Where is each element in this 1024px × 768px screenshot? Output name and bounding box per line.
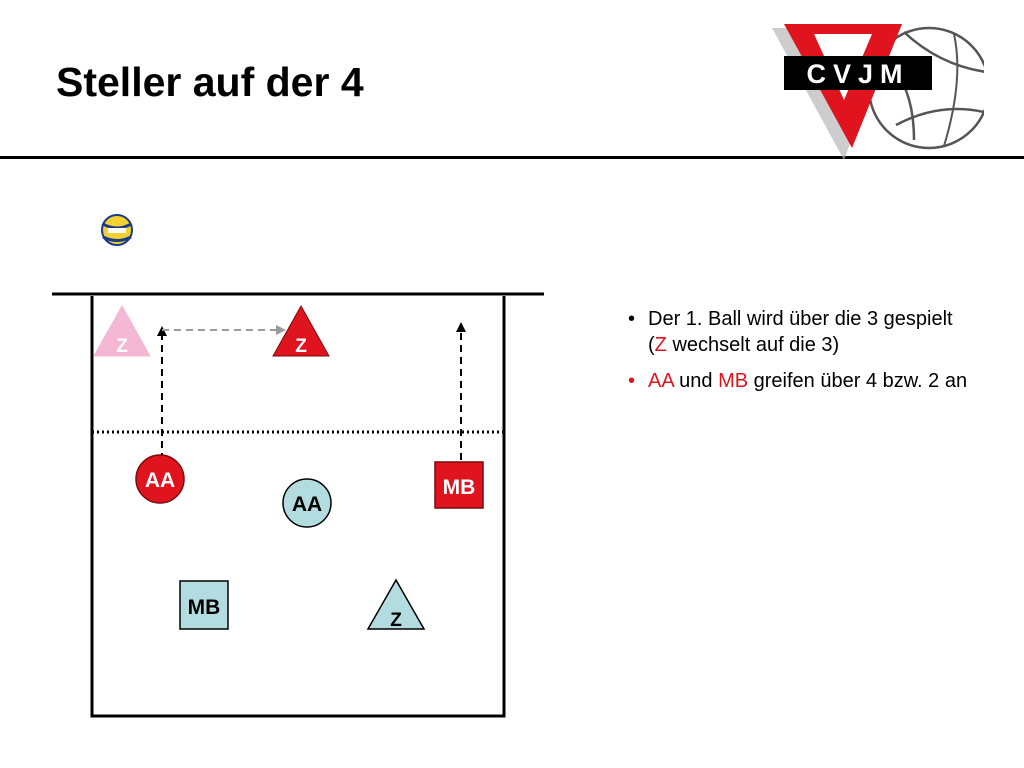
player-label: AA xyxy=(291,493,323,516)
bullet-text: greifen über 4 bzw. 2 an xyxy=(748,370,968,392)
player-label: Z xyxy=(295,336,307,357)
player-label: Z xyxy=(116,336,128,357)
player-label: MB xyxy=(442,476,476,499)
bullet-dot: • xyxy=(628,370,636,392)
player-setter-faded xyxy=(94,306,150,357)
player-mb-offense xyxy=(435,462,483,508)
logo-text: CVJM xyxy=(806,59,910,89)
bullet-highlight-aa: AA xyxy=(648,370,674,392)
page-title: Steller auf der 4 xyxy=(56,59,364,105)
bullet-item xyxy=(628,368,968,394)
bullet-highlight-setter: Z xyxy=(654,334,667,356)
player-aa-defense xyxy=(283,479,331,527)
player-setter-active xyxy=(273,306,329,357)
player-setter-defense xyxy=(368,580,424,631)
bullet-text: wechselt auf die 3) xyxy=(666,334,840,356)
player-mb-defense xyxy=(180,581,228,629)
bullet-text: und xyxy=(673,370,719,392)
bullet-list xyxy=(628,306,968,404)
bullet-highlight-mb: MB xyxy=(718,370,749,392)
bullet-text: Der 1. Ball wird über die 3 gespielt ( xyxy=(648,308,953,356)
player-label: MB xyxy=(187,596,221,619)
bullet-dot: • xyxy=(628,308,636,330)
player-label: Z xyxy=(390,610,402,631)
player-label: AA xyxy=(144,469,176,492)
player-aa-offense xyxy=(136,455,184,503)
bullet-item xyxy=(628,306,968,358)
volleyball-icon xyxy=(102,215,132,245)
